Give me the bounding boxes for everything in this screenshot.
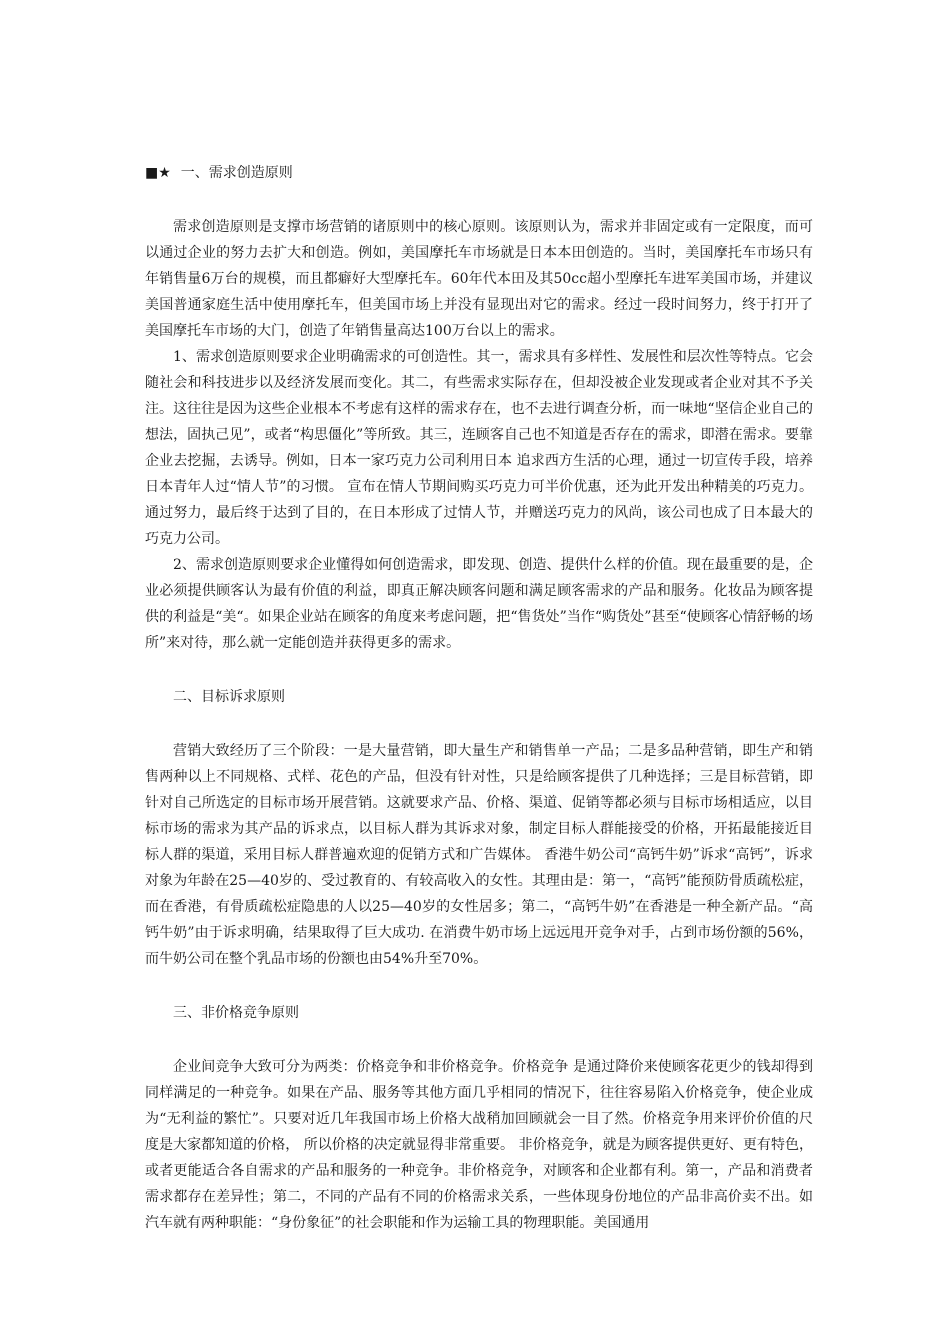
section-heading-2: 二、目标诉求原则 <box>173 689 285 705</box>
section-heading-3: 三、非价格竞争原则 <box>173 1005 299 1021</box>
paragraph: 营销大致经历了三个阶段：一是大量营销，即大量生产和销售单一产品；二是多品种营销，即生产和销售两种以上不同规格、式样、花色的产品，但没有针对性，只是给顾客提供了几种选择；三是目标营销，即针对自己所选定的目标市场开展营销。这就要求产品、价格、渠道、促销等都必须与目标市场相适应，以目标市场的需求为其产品的诉求点，以目标人群为其诉求对象，制定目标人群能接受的价格，开拓最能接近目标人群的渠道，采用目标人群普遍欢迎的促销方式和广告媒体。 香港牛奶公司“高钙牛奶”诉求“高钙”，诉求对象为年龄在25—40岁的、受过教育的、有较高收入的女性。其理由是：第一，“高钙”能预防骨质疏松症，而在香港，有骨质疏松症隐患的人以25—40岁的女性居多；第二，“高钙牛奶”在香港是一种全新产品。“高钙牛奶”由于诉求明确，结果取得了巨大成功. 在消费牛奶市场上远远甩开竞争对手，占到市场份额的56%，而牛奶公司在整个乳品市场的份额也由54%升至70%。 <box>145 743 813 967</box>
paragraph: 1、需求创造原则要求企业明确需求的可创造性。其一，需求具有多样性、发展性和层次性等特点。它会随社会和科技进步以及经济发展而变化。其二，有些需求实际存在，但却没被企业发现或者企业对其不予关注。这往往是因为这些企业根本不考虑有这样的需求存在，也不去进行调查分析，而一味地“坚信企业自己的想法，固执己见”，或者“构思僵化”等所致。其三，连顾客自己也不知道是否存在的需求，即潜在需求。要靠企业去挖掘，去诱导。例如，日本一家巧克力公司利用日本 追求西方生活的心理，通过一切宣传手段，培养日本青年人过“情人节”的习惯。 宣布在情人节期间购买巧克力可半价优惠，还为此开发出种精美的巧克力。通过努力，最后终于达到了目的，在日本形成了过情人节，并赠送巧克力的风尚，该公司也成了日本最大的巧克力公司。 <box>145 349 813 547</box>
document-body <box>145 160 813 1236</box>
section-heading-1 <box>145 160 813 186</box>
section-title-1: 一、需求创造原则 <box>180 165 293 181</box>
paragraph: 需求创造原则是支撑市场营销的诸原则中的核心原则。该原则认为，需求并非固定或有一定限度，而可以通过企业的努力去扩大和创造。例如，美国摩托车市场就是日本本田创造的。当时，美国摩托车市场只有年销售量6万台的规模，而且都癖好大型摩托车。60年代本田及其50cc超小型摩托车进军美国市场，并建议美国普通家庭生活中使用摩托车，但美国市场上并没有显现出对它的需求。经过一段时间努力，终于打开了美国摩托车市场的大门，创造了年销售量高达100万台以上的需求。 <box>145 219 813 339</box>
paragraph: 企业间竞争大致可分为两类：价格竞争和非价格竞争。价格竞争 是通过降价来使顾客花更少的钱却得到同样满足的一种竞争。如果在产品、服务等其他方面几乎相同的情况下，往往容易陷入价格竞争，使企业成为“无利益的繁忙”。只要对近几年我国市场上价格大战稍加回顾就会一目了然。价格竞争用来评价价值的尺度是大家都知道的价格， 所以价格的决定就显得非常重要。 非价格竞争，就是为顾客提供更好、更有特色，或者更能适合各自需求的产品和服务的一种竞争。非价格竞争，对顾客和企业都有利。第一，产品和消费者需求都存在差异性；第二，不同的产品有不同的价格需求关系，一些体现身份地位的产品非高价卖不出。如汽车就有两种职能：“身份象征”的社会职能和作为运输工具的物理职能。美国通用 <box>145 1059 813 1231</box>
bullet-marker: ■★ <box>145 165 171 181</box>
paragraph: 2、需求创造原则要求企业懂得如何创造需求，即发现、创造、提供什么样的价值。现在最重要的是，企业必须提供顾客认为最有价值的利益，即真正解决顾客问题和满足顾客需求的产品和服务。化妆品为顾客提供的利益是“美“。如果企业站在顾客的角度来考虑问题，把“售货处”当作“购货处”甚至“使顾客心情舒畅的场所”来对待，那么就一定能创造并获得更多的需求。 <box>145 557 813 651</box>
